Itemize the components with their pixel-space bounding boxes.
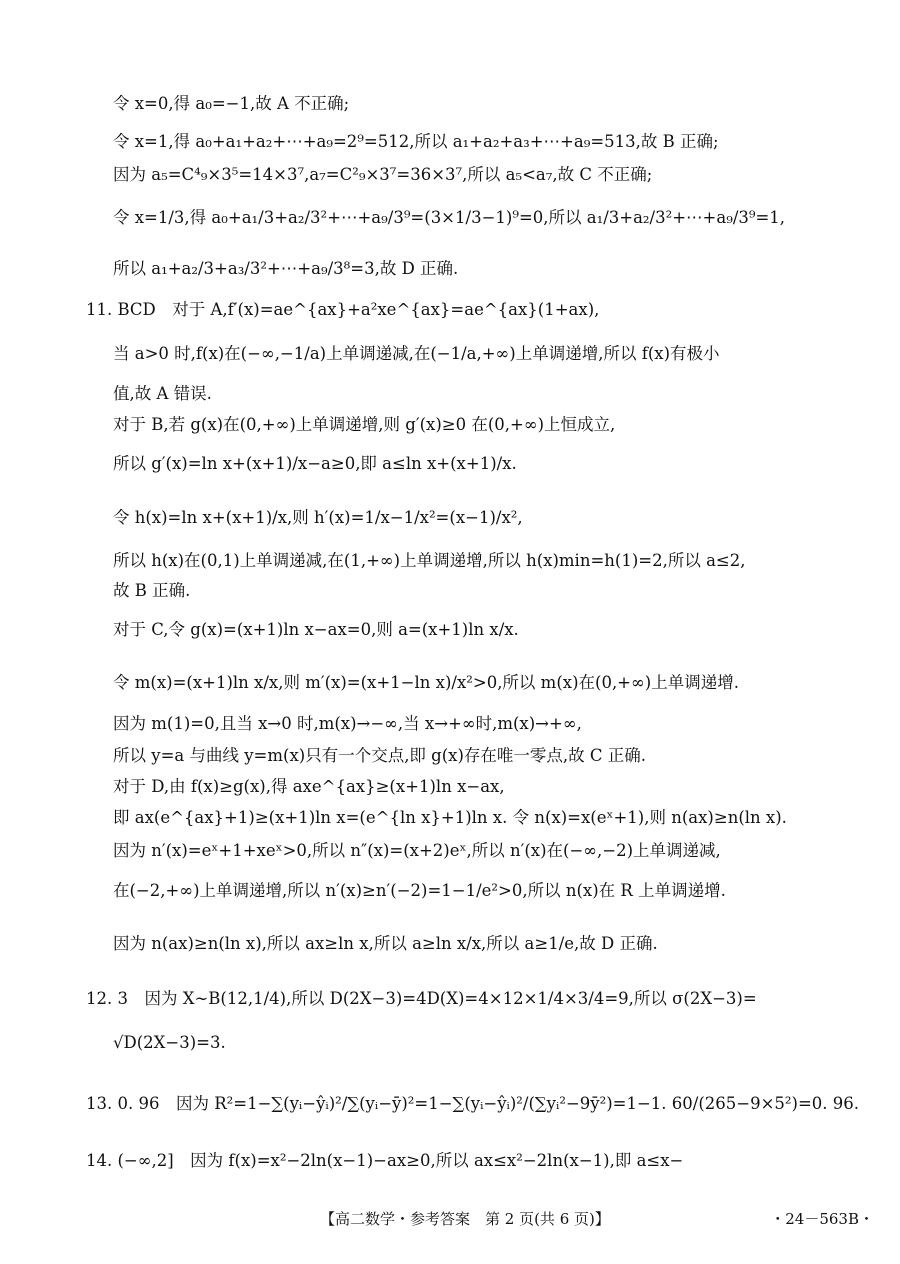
text-line-11: 令 h(x)=ln x+(x+1)/x,则 h′(x)=1/x−1/x²=(x−1)/x², [113, 508, 523, 527]
text-line-21: 在(−2,+∞)上单调递增,所以 n′(x)≥n′(−2)=1−1/e²>0,所以 n(x)在 R 上单调递增. [113, 881, 726, 900]
text-line-5: 所以 a₁+a₂/3+a₃/3²+⋯+a₉/3⁸=3,故 D 正确. [113, 259, 459, 278]
text-line-19: 即 ax(e^{ax}+1)≥(x+1)ln x=(e^{ln x}+1)ln x. 令 n(x)=x(eˣ+1),则 n(ax)≥n(ln x). [113, 808, 787, 827]
text-line-12: 所以 h(x)在(0,1)上单调递减,在(1,+∞)上单调递增,所以 h(x)min=h(1)=2,所以 a≤2, [113, 551, 746, 570]
text-line-3: 因为 a₅=C⁴₉×3⁵=14×3⁷,a₇=C²₉×3⁷=36×3⁷,所以 a₅<a₇,故 C 不正确; [113, 165, 653, 184]
text-line-24: √D(2X−3)=3. [113, 1033, 226, 1052]
text-line-26: 14. (−∞,2] 因为 f(x)=x²−2ln(x−1)−ax≥0,所以 ax≤x²−2ln(x−1),即 a≤x− [86, 1151, 684, 1170]
text-line-1: 令 x=0,得 a₀=−1,故 A 不正确; [113, 94, 350, 113]
text-line-8: 值,故 A 错误. [113, 384, 212, 403]
text-line-22: 因为 n(ax)≥n(ln x),所以 ax≥ln x,所以 a≥ln x/x,所以 a≥1/e,故 D 正确. [113, 934, 658, 953]
text-line-13: 故 B 正确. [113, 581, 191, 600]
text-line-10: 所以 g′(x)=ln x+(x+1)/x−a≥0,即 a≤ln x+(x+1)/x. [113, 454, 517, 473]
footer-page-info: 【高二数学・参考答案 第 2 页(共 6 页)】 [320, 1210, 610, 1228]
footer-code: ・24－563B・ [770, 1210, 874, 1228]
text-line-6: 11. BCD 对于 A,f′(x)=ae^{ax}+a²xe^{ax}=ae^{ax}(1+ax), [86, 300, 600, 319]
text-line-9: 对于 B,若 g(x)在(0,+∞)上单调递增,则 g′(x)≥0 在(0,+∞)上恒成立, [113, 415, 616, 434]
text-line-23: 12. 3 因为 X∼B(12,1/4),所以 D(2X−3)=4D(X)=4×12×1/4×3/4=9,所以 σ(2X−3)= [86, 989, 757, 1008]
text-line-15: 令 m(x)=(x+1)ln x/x,则 m′(x)=(x+1−ln x)/x²>0,所以 m(x)在(0,+∞)上单调递增. [113, 673, 739, 692]
text-line-17: 所以 y=a 与曲线 y=m(x)只有一个交点,即 g(x)存在唯一零点,故 C 正确. [113, 746, 647, 765]
text-line-2: 令 x=1,得 a₀+a₁+a₂+⋯+a₉=2⁹=512,所以 a₁+a₂+a₃+⋯+a₉=513,故 B 正确; [113, 132, 719, 151]
text-line-20: 因为 n′(x)=eˣ+1+xeˣ>0,所以 n″(x)=(x+2)eˣ,所以 n′(x)在(−∞,−2)上单调递减, [113, 841, 721, 860]
text-line-14: 对于 C,令 g(x)=(x+1)ln x−ax=0,则 a=(x+1)ln x/x. [113, 620, 519, 639]
text-line-7: 当 a>0 时,f(x)在(−∞,−1/a)上单调递减,在(−1/a,+∞)上单调递增,所以 f(x)有极小 [113, 344, 720, 363]
text-line-18: 对于 D,由 f(x)≥g(x),得 axe^{ax}≥(x+1)ln x−ax, [113, 777, 505, 796]
page-footer [0, 1208, 900, 1236]
text-line-25: 13. 0. 96 因为 R²=1−∑(yᵢ−ŷᵢ)²/∑(yᵢ−ȳ)²=1−∑(yᵢ−ŷᵢ)²/(∑yᵢ²−9ȳ²)=1−1. 60/(265−9×5²)=0. 96. [86, 1094, 860, 1113]
text-line-16: 因为 m(1)=0,且当 x→0 时,m(x)→−∞,当 x→+∞时,m(x)→+∞, [113, 714, 582, 733]
text-line-4: 令 x=1/3,得 a₀+a₁/3+a₂/3²+⋯+a₉/3⁹=(3×1/3−1)⁹=0,所以 a₁/3+a₂/3²+⋯+a₉/3⁹=1, [113, 208, 786, 227]
